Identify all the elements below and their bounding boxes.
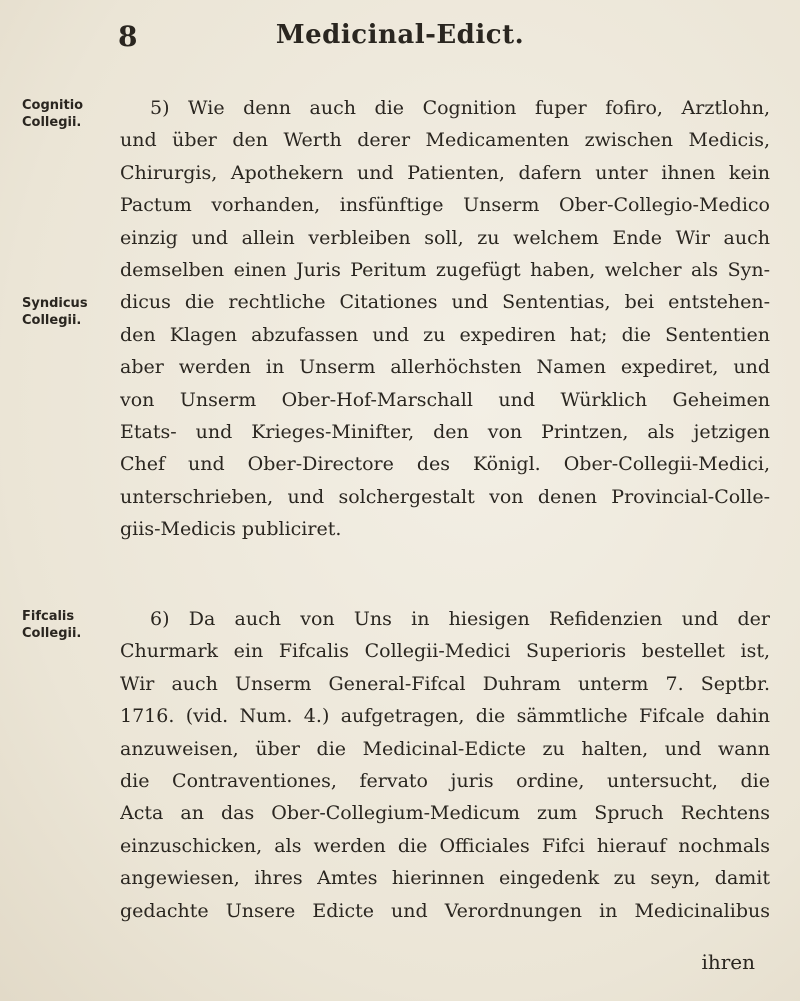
text-line: einzig und allein verbleiben soll, zu welchem Ende Wir auch [120, 226, 770, 249]
text-line: und über den Werth derer Medicamenten zwischen Medicis, [120, 129, 770, 152]
text-line: Chirurgis, Apothekern und Patienten, dafern unter ihnen kein [120, 161, 770, 184]
margin-note-line: Collegii. [22, 115, 82, 130]
page-header [0, 18, 800, 58]
margin-note-fifcalis [22, 608, 112, 642]
text-line: Churmark ein Fifcalis Collegii-Medici Superioris bestellet ist, [120, 640, 770, 663]
text-line: Chef und Ober-Directore des Königl. Ober-Collegii-Medici, [120, 453, 770, 476]
text-line: Pactum vorhanden, insfünftige Unserm Ober-Collegio-Medico [120, 194, 770, 217]
text-line: anzuweisen, über die Medicinal-Edicte zu halten, und wann [120, 737, 770, 760]
catchword: ihren [701, 950, 755, 974]
text-line: die Contraventiones, fervato juris ordine, untersucht, die [120, 770, 770, 793]
text-line: Etats- und Krieges-Minifter, den von Printzen, als jetzigen [120, 421, 770, 444]
text-line: dicus die rechtliche Citationes und Sententias, bei entstehen- [120, 291, 770, 314]
margin-note-cognitio [22, 97, 112, 131]
margin-note-syndicus [22, 295, 112, 329]
text-line: den Klagen abzufassen und zu expediren hat; die Sententien [120, 323, 770, 346]
page-number: 8 [118, 20, 138, 53]
margin-note-line: Collegii. [22, 626, 82, 641]
margin-note-line: Fifcalis [22, 609, 75, 624]
text-line: unterschrieben, und solchergestalt von denen Provincial-Colle- [120, 485, 770, 508]
text-line: einzuschicken, als werden die Officiales Fifci hierauf nochmals [120, 834, 770, 857]
text-line: Wir auch Unserm General-Fifcal Duhram unterm 7. Septbr. [120, 672, 770, 695]
margin-note-line: Syndicus [22, 296, 88, 311]
text-line: demselben einen Juris Peritum zugefügt haben, welcher als Syn- [120, 259, 770, 282]
text-line: giis-Medicis publiciret. [120, 518, 342, 541]
text-line: aber werden in Unserm allerhöchsten Namen expediret, und [120, 356, 770, 379]
text-line: 6) Da auch von Uns in hiesigen Refidenzien und der [150, 608, 770, 630]
margin-note-line: Collegii. [22, 313, 82, 328]
paragraph-5 [120, 92, 770, 546]
margin-note-line: Cognitio [22, 98, 84, 113]
text-line: Acta an das Ober-Collegium-Medicum zum Spruch Rechtens [120, 802, 770, 825]
text-line: 1716. (vid. Num. 4.) aufgetragen, die sämmtliche Fifcale dahin [120, 705, 770, 728]
text-line: 5) Wie denn auch die Cognition fuper fofiro, Arztlohn, [150, 97, 770, 119]
text-line: angewiesen, ihres Amtes hierinnen eingedenk zu seyn, damit [120, 867, 770, 890]
paragraph-6 [120, 603, 770, 927]
text-line: gedachte Unsere Edicte und Verordnungen in Medicinalibus [120, 899, 770, 922]
running-head: Medicinal-Edict. [275, 20, 525, 50]
text-line: von Unserm Ober-Hof-Marschall und Würklich Geheimen [120, 388, 770, 411]
